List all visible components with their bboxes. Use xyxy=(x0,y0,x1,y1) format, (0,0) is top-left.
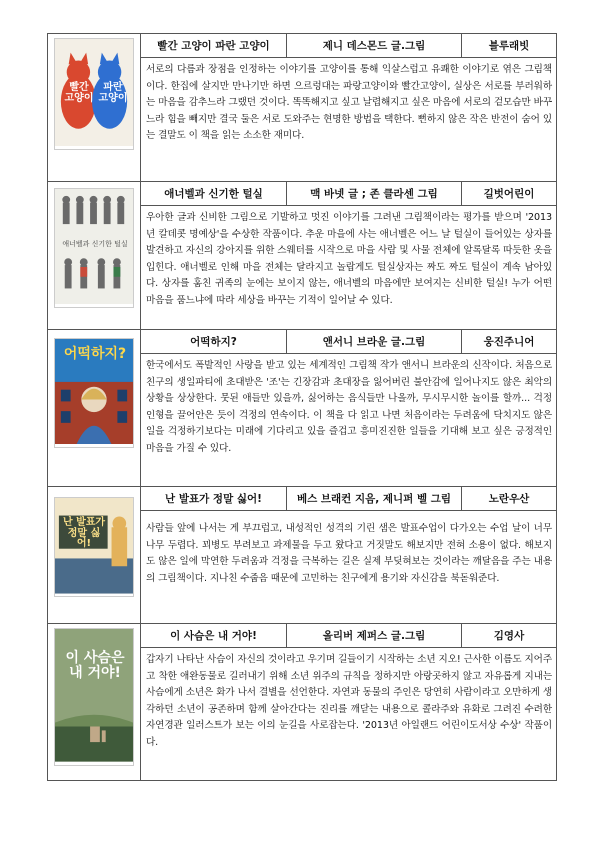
cover-title-line: 빨간 xyxy=(69,82,89,93)
book-cover-image xyxy=(54,38,134,150)
book-description: 한국에서도 폭발적인 사랑을 받고 있는 세계적인 그림책 작가 앤서니 브라운의 신작이다. 처음으로 친구의 생일파티에 초대받은 '조'는 긴장감과 초대장을 잃어버린 불안감에 일어나지도 않은 최악의 상황을 상상한다. 뭇된 애들만 있을까, 싫어하는 음식들만 나올까, 무시무시한 놀이를 할까... 걱정인형을 끌어안은 듯이 걱정의 연속이다. 이 책을 다 읽고 나면 처음이라는 두려움에 닥치지도 않은 일을 걱정하기보다는 미래에 기다리고 있을 즐겁고 흥미진진한 일들을 기대해 보고 싶은 긍정적인 마음을 가질 수 있다. xyxy=(141,354,557,487)
cover-title-line: 내 거야! xyxy=(69,664,121,681)
book-cover-image xyxy=(54,188,134,308)
book-author: 베스 브래컨 지음, 제니퍼 벨 그림 xyxy=(287,487,462,511)
cover-title-line: 고양이 xyxy=(64,92,94,104)
cover-title-line: 이 사슴은 xyxy=(65,650,125,666)
book-description: 우아한 글과 신비한 그림으로 기발하고 멋진 이야기를 그려낸 그림책이라는 평가를 받으며 '2013년 칼데콧 명예상'을 수상한 작품이다. 추운 마을에 사는 애너벨은 어느 날 털실이 들어있는 상자를 발견하고 자신의 강아지를 위한 스웨터를 시작으로 마을 사람 및 사물 전체에 알록달록 따듯한 옷을 입힌다. 애너벨로 인해 마을 전체는 달라지고 놀랍게도 털실상자는 짜도 짜도 털실이 계속 남아있다. 상자를 훔친 귀족의 눈에는 보이지 않는, 애너벨의 마음에만 보여지는 신비한 털실! 누가 어떤 마음을 품느냐에 따라 세상을 바꾸는 기적이 일어날 수 있다. xyxy=(141,206,557,330)
book-publisher: 김영사 xyxy=(462,624,557,648)
cover-title-line: 고양이 xyxy=(98,92,128,104)
book-row-header xyxy=(48,182,557,206)
book-publisher: 길벗어린이 xyxy=(462,182,557,206)
book-list-table xyxy=(47,33,557,781)
cover-title-line: 난 발표가 xyxy=(62,517,106,528)
book-title: 난 발표가 정말 싫어! xyxy=(141,487,287,511)
book-cover-cell xyxy=(48,487,141,624)
book-row-header xyxy=(48,624,557,648)
book-cover-image xyxy=(54,497,134,597)
book-description: 갑자기 나타난 사슴이 자신의 것이라고 우기며 길들이기 시작하는 소년 지오! 근사한 이름도 지어주고 착한 애완동물로 길러내기 위해 소년 위주의 규칙을 정하지만 아랑곳하지 않고 자유롭게 지내는 사슴에게 소년은 화가 나서 결별을 선언한다. 자연과 동물의 주인은 당연히 사람이라고 오만하게 생각하던 소년이 공존하며 함께 살아간다는 진리를 깨닫는 내용으로 콜라주와 유화로 그려진 수려한 자연경관 일러스트가 보는 이의 눈길을 사로잡는다. '2013년 아일랜드 어린이도서상 수상' 작품이다. xyxy=(141,648,557,781)
book-description: 서로의 다름과 장점을 인정하는 이야기를 고양이를 통해 익살스럽고 유쾌한 이야기로 엮은 그림책이다. 한집에 살지만 만나기만 하면 으르렁대는 파랑고양이와 빨간고양이, 실상은 서로를 부러워하는 마음을 감추느라 그랬던 것이다. 똑똑해지고 싶고 날렵해지고 싶은 마음에 서로의 겉모습만 바꾸느라 힘을 빼지만 결국 둘은 서로 도와주는 현명한 방법을 택한다. 뻔하지 않은 작은 반전이 숨어 있는 결말도 이 책을 읽는 소소한 재미다. xyxy=(141,58,557,182)
cover-title-line: 파란 xyxy=(103,82,123,93)
book-cover-cell xyxy=(48,34,141,182)
book-author: 제니 데스몬드 글.그림 xyxy=(287,34,462,58)
book-cover-cell xyxy=(48,330,141,487)
book-description: 사람들 앞에 나서는 게 부끄럽고, 내성적인 성격의 기린 샘은 발표수업이 다가오는 수업 날이 너무나무 두렵다. 꾀병도 부려보고 과제물을 두고 왔다고 거짓말도 해보지만 전혀 소용이 없다. 해보지도 않은 일에 막연한 두려움과 걱정을 극복하는 길은 실제 부딪혀보는 것이라는 깨달음을 주는 내용의 그림책이다. 지나친 수줍음 때문에 고민하는 친구에게 용기와 자신감을 북돋워준다. xyxy=(141,511,557,624)
book-row-header xyxy=(48,34,557,58)
book-publisher: 웅진주니어 xyxy=(462,330,557,354)
book-cover-cell xyxy=(48,624,141,781)
book-author: 앤서니 브라운 글.그림 xyxy=(287,330,462,354)
book-title: 빨간 고양이 파란 고양이 xyxy=(141,34,287,58)
book-cover-image xyxy=(54,338,134,448)
book-row-header xyxy=(48,487,557,511)
book-publisher: 블루래빗 xyxy=(462,34,557,58)
book-title: 애너벨과 신기한 털실 xyxy=(141,182,287,206)
cover-title-line: 어떡하지? xyxy=(63,346,127,362)
book-author: 올리버 제퍼스 글.그림 xyxy=(287,624,462,648)
cover-title-line: 애너벨과 신기한 털실 xyxy=(62,240,128,248)
book-author: 맥 바넷 글 ; 존 클라센 그림 xyxy=(287,182,462,206)
book-cover-image xyxy=(54,628,134,766)
book-cover-cell xyxy=(48,182,141,330)
book-row-header xyxy=(48,330,557,354)
cover-title-line: 정말 싫어! xyxy=(67,527,101,549)
book-title: 이 사슴은 내 거야! xyxy=(141,624,287,648)
book-title: 어떡하지? xyxy=(141,330,287,354)
book-publisher: 노란우산 xyxy=(462,487,557,511)
